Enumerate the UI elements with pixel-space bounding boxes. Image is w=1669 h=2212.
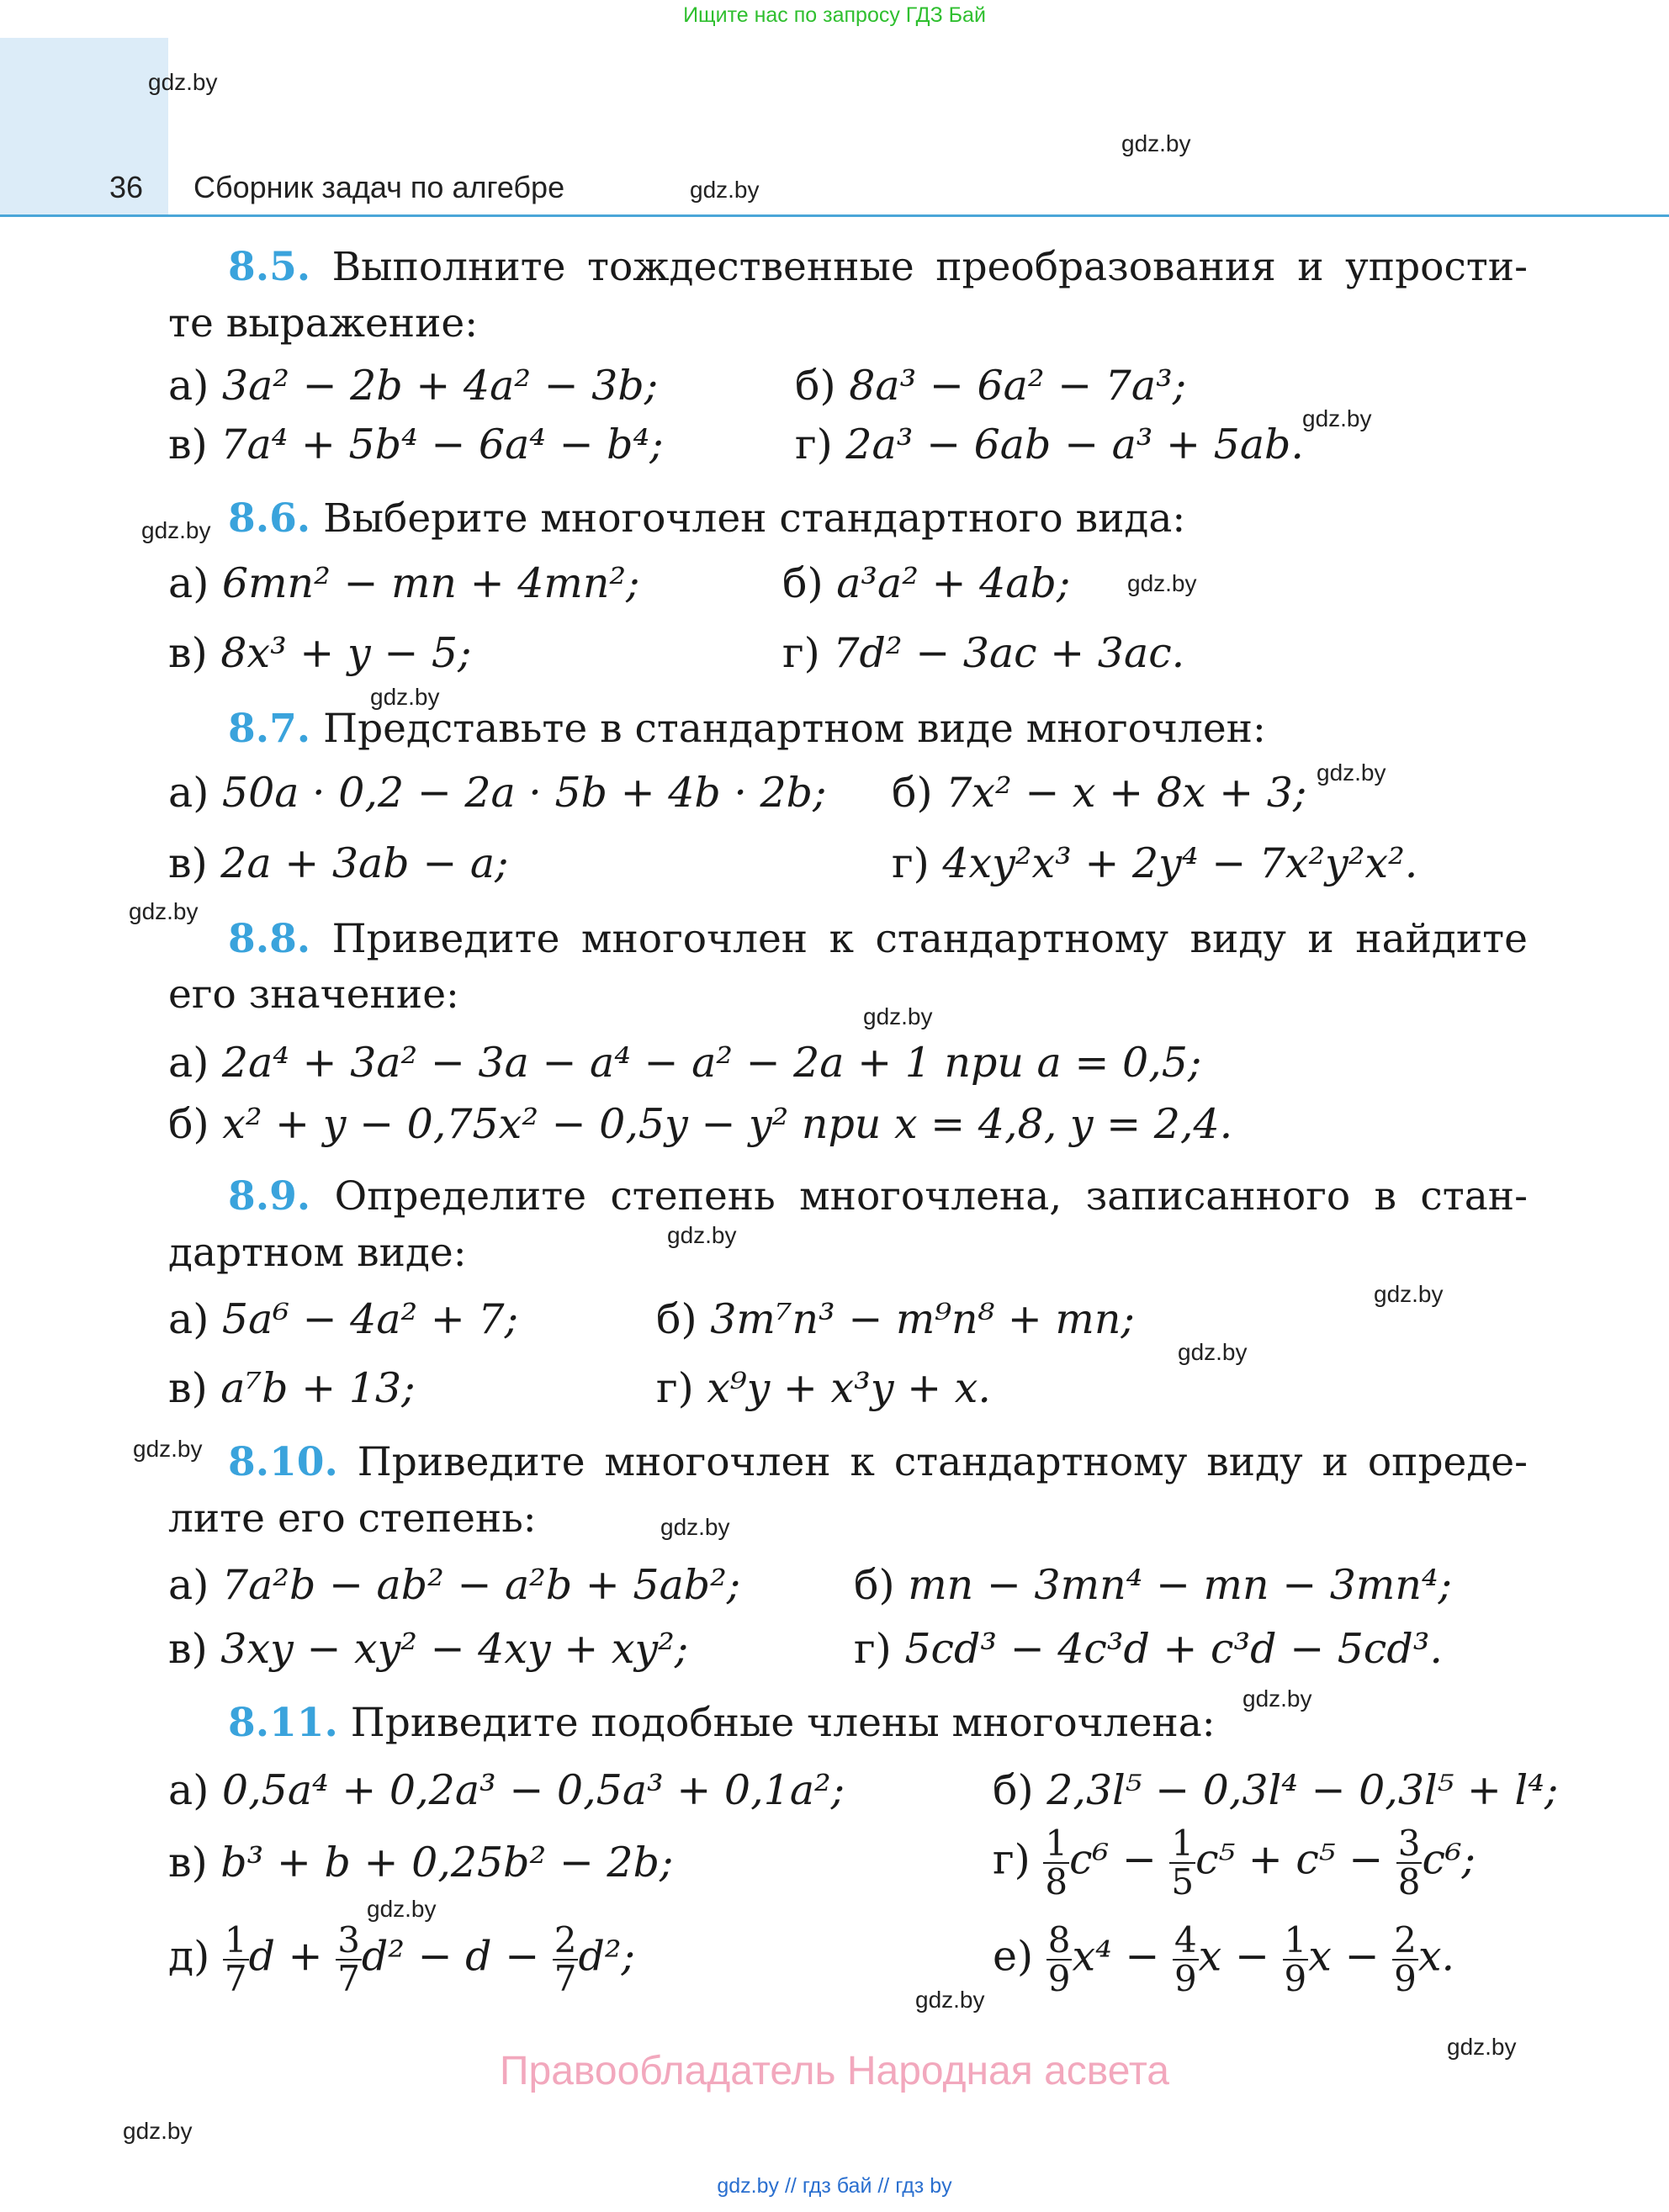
task-b <box>782 559 1070 607</box>
problem-8-11-line1 <box>228 1696 1216 1751</box>
watermark: gdz.by <box>1302 405 1372 431</box>
watermark: gdz.by <box>129 898 199 924</box>
task-label: б) <box>892 769 933 817</box>
denominator: 9 <box>1047 1958 1071 1999</box>
numerator: 2 <box>554 1919 577 1961</box>
expression: x⁴ − <box>1072 1932 1160 1981</box>
problem-text: Приведите многочлен к стандартному виду и найдите <box>331 916 1528 962</box>
watermark: gdz.by <box>370 684 440 710</box>
task-label: а) <box>168 1295 209 1343</box>
expression: 7a²b − ab² − a²b + 5ab²; <box>221 1561 741 1609</box>
expression: 3a² − 2b + 4a² − 3b; <box>221 362 659 410</box>
task-label: б) <box>993 1766 1034 1814</box>
task-c <box>168 421 664 468</box>
task-c <box>168 1839 673 1887</box>
fraction <box>1043 1825 1069 1901</box>
task-c <box>168 1625 688 1673</box>
problem-text: Выберите многочлен стандартного вида: <box>323 495 1186 542</box>
problem-text: Определите степень многочлена, записанного в стан- <box>334 1173 1528 1220</box>
fraction <box>553 1919 579 1999</box>
task-e <box>168 1919 635 1999</box>
watermark: gdz.by <box>1317 759 1386 786</box>
expression: 5a⁶ − 4a² + 7; <box>221 1295 519 1343</box>
expression: b³ + b + 0,25b² − 2b; <box>220 1839 674 1887</box>
task-label: г) <box>795 421 833 468</box>
expression: 2a⁴ + 3a² − 3a − a⁴ − a² − 2a + 1 при a = 0,5; <box>221 1039 1202 1087</box>
watermark: gdz.by <box>1447 2034 1517 2060</box>
problem-8-6-line1 <box>228 491 1185 547</box>
watermark: gdz.by <box>1178 1339 1248 1365</box>
numerator: 2 <box>1394 1919 1417 1961</box>
numerator: 1 <box>224 1919 247 1961</box>
watermark: gdz.by <box>1121 130 1191 156</box>
task-a <box>168 362 658 410</box>
task-a <box>168 559 640 607</box>
task-a <box>168 1039 1201 1087</box>
task-label: в) <box>168 629 208 677</box>
watermark: gdz.by <box>148 69 218 95</box>
fraction <box>1173 1919 1199 1999</box>
watermark: gdz.by <box>660 1514 730 1540</box>
task-c <box>168 1364 416 1412</box>
task-label: в) <box>168 1364 208 1412</box>
expression: d + <box>248 1932 323 1981</box>
expression: a⁷b + 13; <box>220 1364 416 1412</box>
expression: 7a⁴ + 5b⁴ − 6a⁴ − b⁴; <box>220 421 664 468</box>
expression: x − <box>1198 1932 1269 1981</box>
problem-8-9-line2: дартном виде: <box>168 1230 467 1276</box>
expression: x. <box>1417 1932 1455 1981</box>
task-label: б) <box>854 1561 895 1609</box>
numerator: 1 <box>1171 1823 1195 1864</box>
task-a <box>168 1295 518 1343</box>
task-label: в) <box>168 839 208 887</box>
task-d <box>782 629 1184 677</box>
problem-8-8-line2: его значение: <box>168 971 459 1018</box>
task-label: д) <box>168 1932 210 1981</box>
task-label: б) <box>168 1100 209 1148</box>
problem-8-10-line1 <box>228 1435 1528 1490</box>
fraction <box>1046 1919 1073 1999</box>
task-label: в) <box>168 1625 208 1673</box>
expression: 3xy − xy² − 4xy + xy²; <box>220 1625 689 1673</box>
problem-number: 8.5. <box>228 244 311 290</box>
problem-8-5-line2: те выражение: <box>168 300 479 347</box>
task-d <box>795 421 1304 468</box>
problem-8-10-line2: лите его степень: <box>168 1495 537 1542</box>
task-label: б) <box>795 362 836 410</box>
problem-text: Приведите многочлен к стандартному виду и опреде- <box>357 1439 1528 1485</box>
watermark: gdz.by <box>1242 1685 1312 1712</box>
task-label: а) <box>168 1039 209 1087</box>
numerator: 8 <box>1047 1919 1071 1961</box>
task-d <box>993 1825 1476 1901</box>
fraction <box>223 1919 249 1999</box>
denominator: 8 <box>1397 1861 1421 1902</box>
expression: 3m⁷n³ − m⁹n⁸ + mn; <box>710 1295 1135 1343</box>
numerator: 4 <box>1174 1919 1197 1961</box>
task-d <box>656 1364 991 1412</box>
task-a <box>168 1561 740 1609</box>
watermark: gdz.by <box>133 1436 203 1462</box>
denominator: 9 <box>1174 1958 1197 1999</box>
task-label: б) <box>782 559 824 607</box>
expression: a³a² + 4ab; <box>836 559 1071 607</box>
page-number: 36 <box>109 170 144 204</box>
denominator: 8 <box>1045 1861 1068 1902</box>
task-label: а) <box>168 1766 209 1814</box>
expression: 0,5a⁴ + 0,2a³ − 0,5a³ + 0,1a²; <box>221 1766 845 1814</box>
fraction <box>1169 1825 1195 1901</box>
problem-8-8-line1 <box>228 912 1528 967</box>
expression: 4xy²x³ + 2y⁴ − 7x²y²x². <box>942 839 1418 887</box>
task-a <box>168 1766 845 1814</box>
expression: 6mn² − mn + 4mn²; <box>221 559 640 607</box>
watermark: gdz.by <box>123 2118 193 2144</box>
watermark: gdz.by <box>863 1003 933 1029</box>
task-a <box>168 769 827 817</box>
expression: c⁶ − <box>1069 1835 1157 1884</box>
task-label: а) <box>168 1561 209 1609</box>
expression: mn − 3mn⁴ − mn − 3mn⁴; <box>908 1561 1453 1609</box>
problem-number: 8.11. <box>228 1700 338 1746</box>
numerator: 1 <box>1045 1823 1068 1864</box>
expression: x² + y − 0,75x² − 0,5y − y² при x = 4,8, y = 2,4. <box>222 1100 1233 1148</box>
fraction <box>1396 1825 1423 1901</box>
watermark: gdz.by <box>1374 1281 1444 1307</box>
denominator: 9 <box>1394 1958 1417 1999</box>
task-label: а) <box>168 362 209 410</box>
problem-number: 8.8. <box>228 916 311 962</box>
denominator: 9 <box>1284 1958 1307 1999</box>
task-c <box>168 839 509 887</box>
task-label: г) <box>892 839 930 887</box>
watermark: gdz.by <box>1127 570 1197 596</box>
expression: d²; <box>578 1932 635 1981</box>
task-f <box>993 1919 1455 1999</box>
problem-text: Представьте в стандартном виде многочлен: <box>323 706 1266 752</box>
problem-8-9-line1 <box>228 1169 1528 1225</box>
watermark: gdz.by <box>667 1222 737 1248</box>
watermark: gdz.by <box>690 177 760 203</box>
expression: x − <box>1308 1932 1380 1981</box>
problem-number: 8.10. <box>228 1439 338 1485</box>
task-d <box>854 1625 1443 1673</box>
expression: 2a³ − 6ab − a³ + 5ab. <box>845 421 1304 468</box>
watermark: gdz.by <box>367 1896 437 1922</box>
expression: c⁵ + c⁵ − <box>1195 1835 1384 1884</box>
book-title: Сборник задач по алгебре <box>193 170 565 204</box>
task-b <box>993 1766 1558 1814</box>
task-b <box>854 1561 1452 1609</box>
problem-text: Приведите подобные члены многочлена: <box>350 1700 1216 1746</box>
task-b <box>795 362 1186 410</box>
watermark: gdz.by <box>915 1987 985 2013</box>
expression: 2,3l⁵ − 0,3l⁴ − 0,3l⁵ + l⁴; <box>1046 1766 1559 1814</box>
denominator: 7 <box>224 1958 247 1999</box>
task-label: е) <box>993 1932 1034 1981</box>
numerator: 1 <box>1284 1919 1307 1961</box>
task-label: г) <box>993 1835 1031 1884</box>
expression: 2a + 3ab − a; <box>220 839 509 887</box>
task-label: в) <box>168 421 208 468</box>
denominator: 7 <box>337 1958 360 1999</box>
task-b <box>656 1295 1135 1343</box>
top-banner: Ищите нас по запросу ГДЗ Бай <box>683 3 986 27</box>
expression: 50a · 0,2 − 2a · 5b + 4b · 2b; <box>221 769 827 817</box>
expression: d² − d − <box>361 1932 540 1981</box>
problem-number: 8.6. <box>228 495 311 542</box>
problem-number: 8.9. <box>228 1173 311 1220</box>
fraction <box>1283 1919 1309 1999</box>
task-b <box>168 1100 1232 1148</box>
task-b <box>892 769 1306 817</box>
problem-number: 8.7. <box>228 706 311 752</box>
fraction <box>1392 1919 1418 1999</box>
expression: 8a³ − 6a² − 7a³; <box>849 362 1187 410</box>
task-c <box>168 629 472 677</box>
numerator: 3 <box>337 1919 360 1961</box>
footer-links: gdz.by // гдз бай // гдз by <box>717 2174 952 2198</box>
task-label: г) <box>854 1625 892 1673</box>
task-label: г) <box>782 629 820 677</box>
watermark: gdz.by <box>141 517 211 543</box>
expression: 7x² − x + 8x + 3; <box>946 769 1307 817</box>
task-label: в) <box>168 1839 208 1887</box>
denominator: 5 <box>1171 1861 1195 1902</box>
expression: c⁶; <box>1422 1835 1476 1884</box>
task-d <box>892 839 1417 887</box>
fraction <box>336 1919 362 1999</box>
problem-8-5-line1 <box>228 240 1528 295</box>
expression: 7d² − 3ac + 3ac. <box>833 629 1185 677</box>
rights-holder-notice: Правообладатель Народная асвета <box>500 2049 1169 2093</box>
header-rule <box>0 214 1669 217</box>
expression: x⁹y + x³y + x. <box>707 1364 991 1412</box>
problem-8-7-line1 <box>228 701 1266 757</box>
task-label: г) <box>656 1364 694 1412</box>
numerator: 3 <box>1397 1823 1421 1864</box>
task-label: б) <box>656 1295 697 1343</box>
expression: 8x³ + y − 5; <box>220 629 472 677</box>
problem-text: Выполните тождественные преобразования и упрости- <box>331 244 1528 290</box>
denominator: 7 <box>554 1958 577 1999</box>
expression: 5cd³ − 4c³d + c³d − 5cd³. <box>904 1625 1443 1673</box>
task-label: а) <box>168 559 209 607</box>
task-label: а) <box>168 769 209 817</box>
